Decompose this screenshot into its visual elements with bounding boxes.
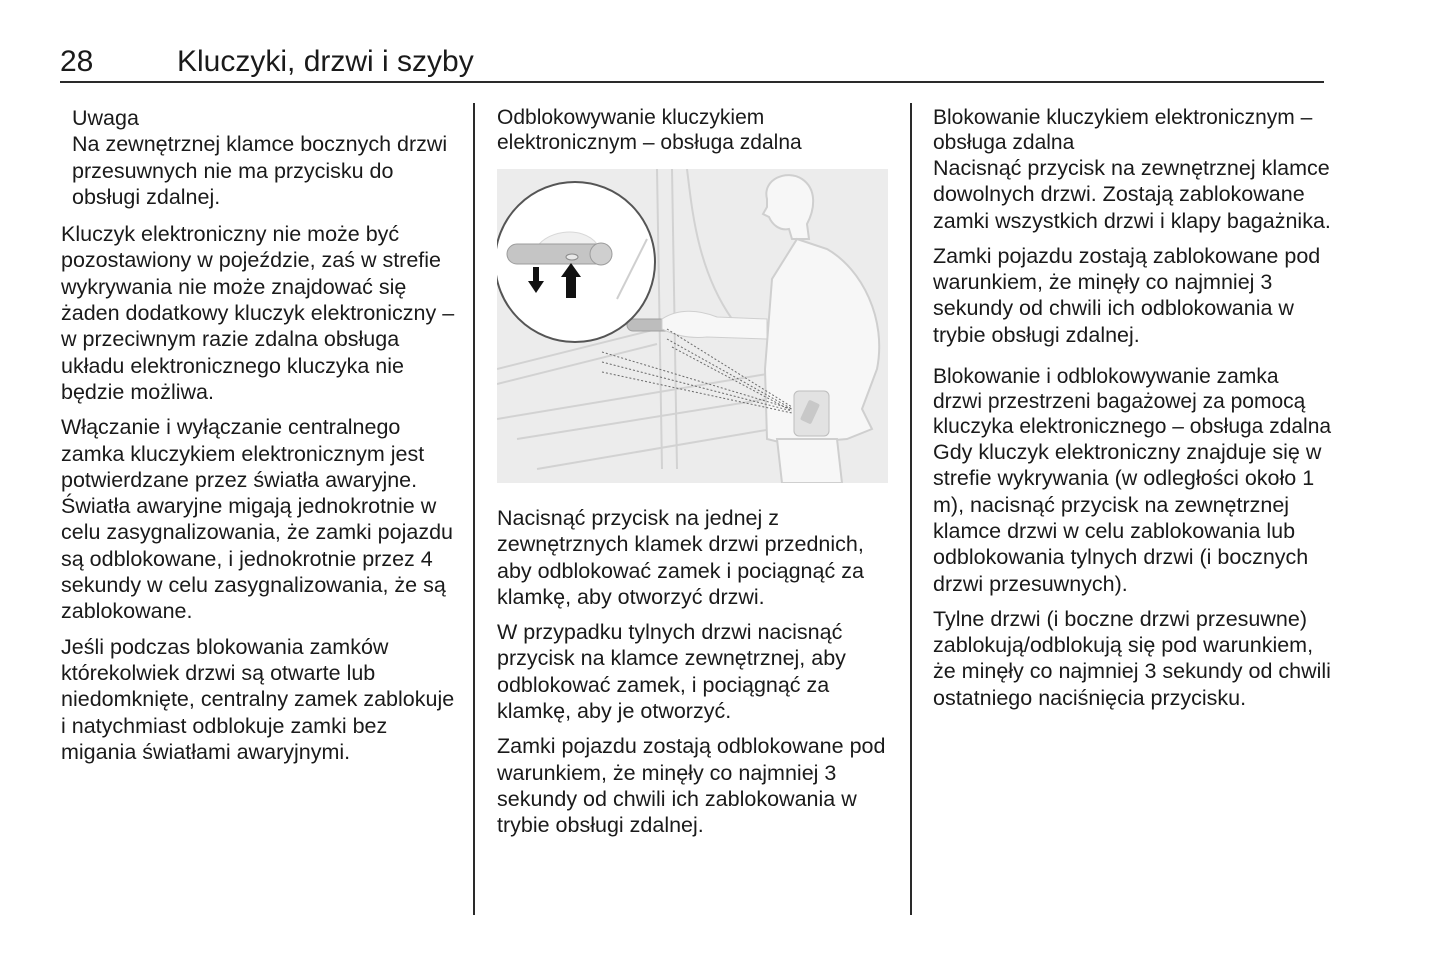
paragraph: Zamki pojazdu zostają zablokowane pod warunkiem, że minęły co najmniej 3 sekundy od chwili ich odblokowania w trybie obsługi zdalnej. xyxy=(933,243,1321,347)
illustration-figure xyxy=(497,169,888,483)
keyless-unlock-illustration xyxy=(497,169,888,483)
section-heading: Blokowanie i odblokowywanie zamka drzwi przestrzeni bagażowej za pomocą kluczyka elektronicznego – obsługa zdalna xyxy=(933,365,1332,439)
note-box xyxy=(61,105,461,210)
paragraph: Jeśli podczas blokowania zamków którekolwiek drzwi są otwarte lub niedomknięte, centralny zamek zablokuje i natychmiast odblokuje zamki bez migania światłami awaryjnymi. xyxy=(61,634,455,764)
page-header xyxy=(60,40,1324,83)
paragraph: W przypadku tylnych drzwi nacisnąć przycisk na klamce zewnętrznej, aby odblokować zamek, i pociągnąć za klamkę, aby je otworzyć. xyxy=(497,620,846,724)
column-divider-left xyxy=(473,103,475,915)
page-number: 28 xyxy=(60,45,94,78)
paragraph: Tylne drzwi (i boczne drzwi przesuwne) zablokują/odblokują się pod warunkiem, że minęły co najmniej 3 sekundy od chwili ostatniego naciśnięcia przycisku. xyxy=(933,606,1331,710)
paragraph: Nacisnąć przycisk na zewnętrznej klamce dowolnych drzwi. Zostają zablokowane zamki wszystkich drzwi i klapy bagażnika. xyxy=(933,156,1331,233)
column-3 xyxy=(933,105,1333,720)
section-heading: Blokowanie kluczykiem elektronicznym – obsługa zdalna xyxy=(933,106,1313,154)
note-label: Uwaga xyxy=(72,106,139,130)
section-heading: Odblokowywanie kluczykiem elektronicznym – obsługa zdalna xyxy=(497,106,802,154)
man-figure xyxy=(763,175,879,483)
paragraph: Nacisnąć przycisk na jednej z zewnętrznych klamek drzwi przednich, aby odblokować zamek i pociągnąć za klamkę, aby otworzyć drzwi. xyxy=(497,506,864,609)
paragraph: Zamki pojazdu zostają odblokowane pod warunkiem, że minęły co najmniej 3 sekundy od chwili ich zablokowania w trybie obsługi zdalnej. xyxy=(497,734,886,838)
paragraph: Gdy kluczyk elektroniczny znajduje się w strefie wykrywania (w odległości około 1 m), nacisnąć przycisk na zewnętrznej klamce drzwi w celu zablokowania lub odblokowania tylnych drzwi (i bocznych drzwi przesuwnych). xyxy=(933,440,1322,596)
chapter-title: Kluczyki, drzwi i szyby xyxy=(177,45,474,78)
paragraph: Włączanie i wyłączanie centralnego zamka kluczykiem elektronicznym jest potwierdzane przez światła awaryjne. Światła awaryjne migają jednokrotnie w celu zasygnalizowania, że zamki pojazdu są odblokowane, i jednokrotnie przez 4 sekundy w celu zasygnalizowania, że są zablokowane. xyxy=(61,415,453,624)
signal-waves-icon xyxy=(602,329,792,413)
note-text: Na zewnętrznej klamce bocznych drzwi przesuwnych nie ma przycisku do obsługi zdalnej. xyxy=(72,132,448,209)
column-1 xyxy=(61,105,461,774)
paragraph: Kluczyk elektroniczny nie może być pozostawiony w pojeździe, zaś w strefie wykrywania nie może znajdować się żaden dodatkowy kluczyk elektroniczny – w przeciwnym razie zdalna obsługa układu elektronicznego kluczyka nie będzie możliwa. xyxy=(61,222,455,404)
column-divider-right xyxy=(910,103,912,915)
column-2 xyxy=(497,105,892,848)
magnified-handle-inset xyxy=(497,182,655,342)
